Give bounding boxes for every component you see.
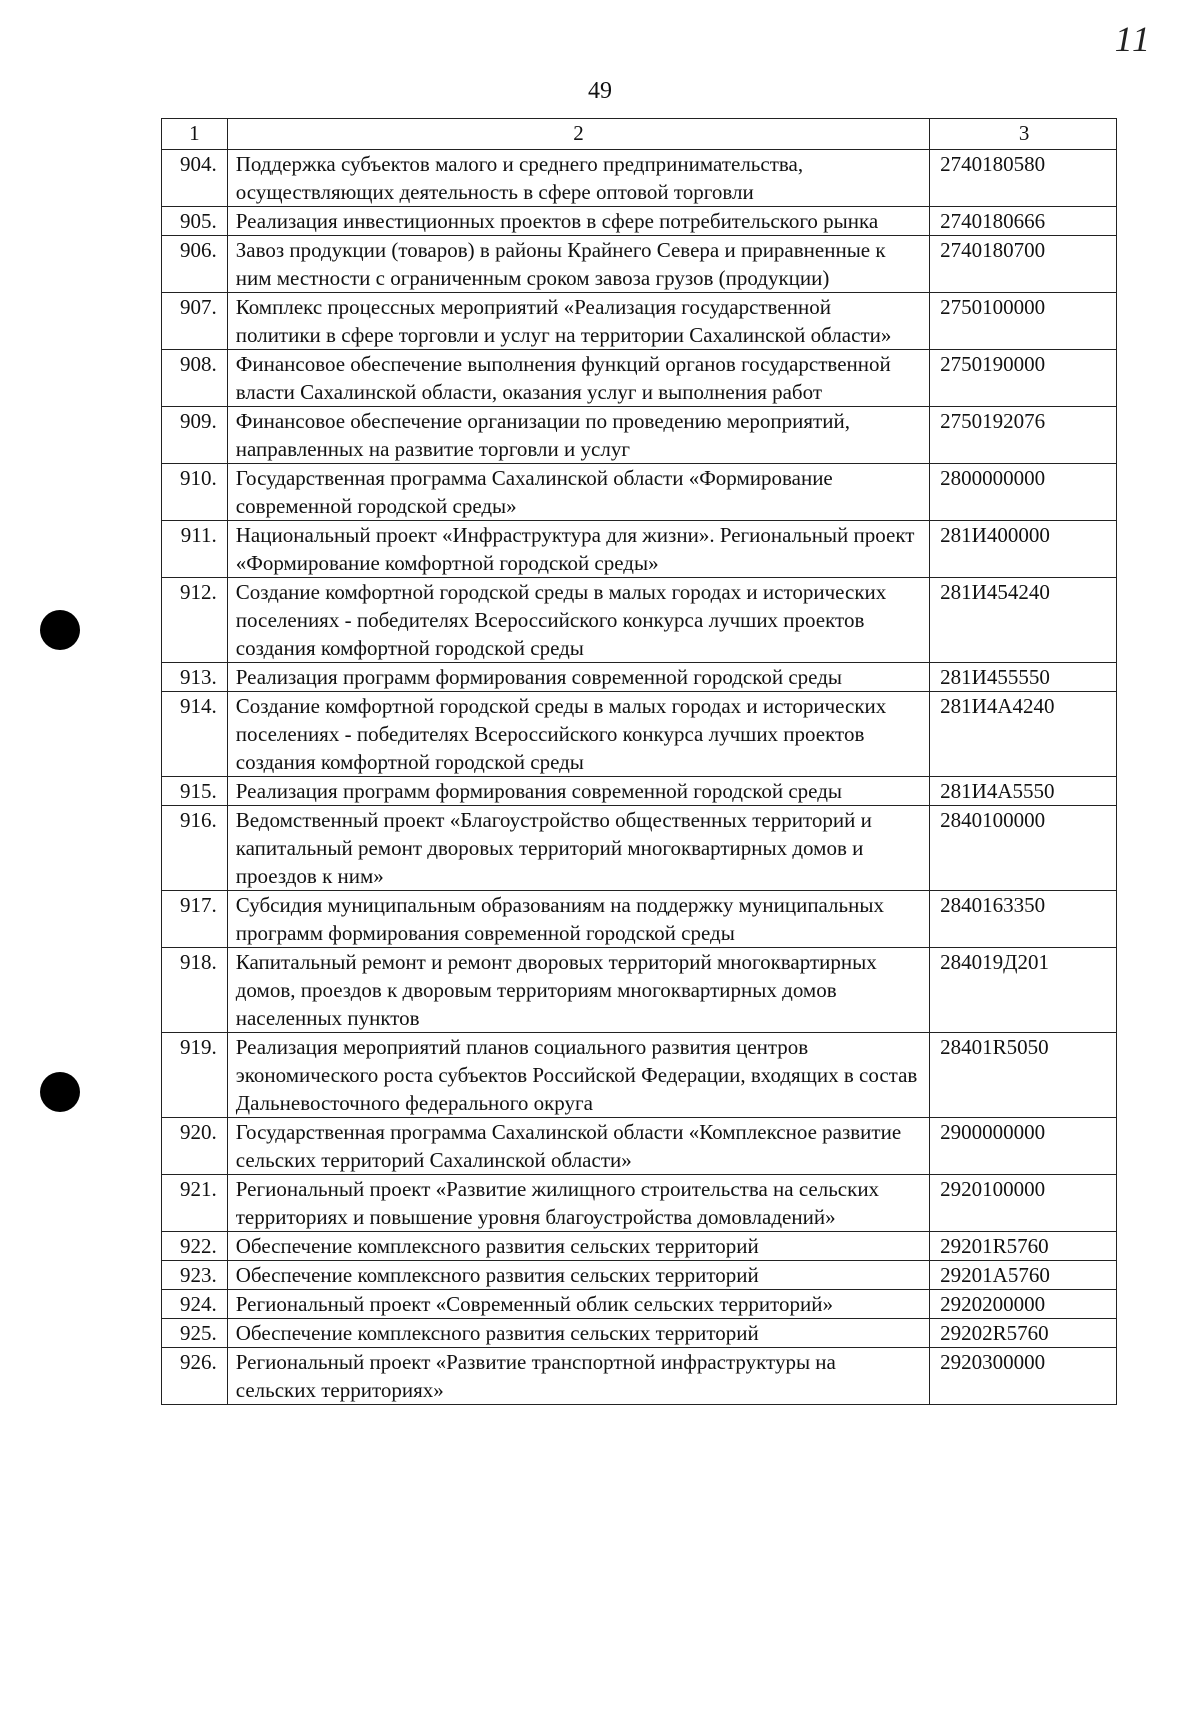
row-code: 2740180700 <box>930 236 1117 293</box>
row-code: 28401R5050 <box>930 1033 1117 1118</box>
handwritten-page-mark: 11 <box>1114 19 1152 59</box>
row-number: 914. <box>162 692 228 777</box>
row-number: 925. <box>162 1319 228 1348</box>
row-name: Ведомственный проект «Благоустройство общественных территорий и капитальный ремонт дворовых территорий многоквартирных домов и проездов к ним» <box>227 806 929 891</box>
row-number: 913. <box>162 663 228 692</box>
row-code: 2920100000 <box>930 1175 1117 1232</box>
row-name: Обеспечение комплексного развития сельских территорий <box>227 1232 929 1261</box>
row-number: 912. <box>162 578 228 663</box>
row-code: 2800000000 <box>930 464 1117 521</box>
row-code: 2750192076 <box>930 407 1117 464</box>
punch-hole-top <box>40 610 80 650</box>
table-row <box>162 1261 1117 1290</box>
header-col-1: 1 <box>162 119 228 150</box>
row-name: Обеспечение комплексного развития сельских территорий <box>227 1261 929 1290</box>
row-name: Государственная программа Сахалинской области «Комплексное развитие сельских территорий Сахалинской области» <box>227 1118 929 1175</box>
row-name: Субсидия муниципальным образованиям на поддержку муниципальных программ формирования современной городской среды <box>227 891 929 948</box>
row-number: 906. <box>162 236 228 293</box>
row-name: Завоз продукции (товаров) в районы Крайнего Севера и приравненные к ним местности с ограниченным сроком завоза грузов (продукции) <box>227 236 929 293</box>
row-number: 924. <box>162 1290 228 1319</box>
row-code: 2740180580 <box>930 150 1117 207</box>
row-code: 281И4А4240 <box>930 692 1117 777</box>
row-number: 920. <box>162 1118 228 1175</box>
table-row <box>162 806 1117 891</box>
row-name: Реализация инвестиционных проектов в сфере потребительского рынка <box>227 207 929 236</box>
row-name: Капитальный ремонт и ремонт дворовых территорий многоквартирных домов, проездов к дворовым территориям многоквартирных домов населенных пунктов <box>227 948 929 1033</box>
row-name: Реализация мероприятий планов социального развития центров экономического роста субъектов Российской Федерации, входящих в состав Дальневосточного федерального округа <box>227 1033 929 1118</box>
table-row <box>162 777 1117 806</box>
row-code: 2920200000 <box>930 1290 1117 1319</box>
table-row <box>162 407 1117 464</box>
row-number: 922. <box>162 1232 228 1261</box>
table-row <box>162 1290 1117 1319</box>
row-name: Поддержка субъектов малого и среднего предпринимательства, осуществляющих деятельность в сфере оптовой торговли <box>227 150 929 207</box>
row-code: 2840100000 <box>930 806 1117 891</box>
row-code: 281И4А5550 <box>930 777 1117 806</box>
row-name: Национальный проект «Инфраструктура для жизни». Региональный проект «Формирование комфортной городской среды» <box>227 521 929 578</box>
header-col-2: 2 <box>227 119 929 150</box>
table-row <box>162 293 1117 350</box>
table-row <box>162 1175 1117 1232</box>
row-code: 281И454240 <box>930 578 1117 663</box>
row-number: 911. <box>162 521 228 578</box>
row-number: 919. <box>162 1033 228 1118</box>
row-name: Финансовое обеспечение организации по проведению мероприятий, направленных на развитие торговли и услуг <box>227 407 929 464</box>
row-number: 908. <box>162 350 228 407</box>
row-number: 917. <box>162 891 228 948</box>
table-row <box>162 578 1117 663</box>
row-name: Государственная программа Сахалинской области «Формирование современной городской среды» <box>227 464 929 521</box>
table-row <box>162 692 1117 777</box>
row-code: 2750100000 <box>930 293 1117 350</box>
row-number: 910. <box>162 464 228 521</box>
table-row <box>162 1232 1117 1261</box>
row-name: Комплекс процессных мероприятий «Реализация государственной политики в сфере торговли и услуг на территории Сахалинской области» <box>227 293 929 350</box>
table-row <box>162 891 1117 948</box>
row-name: Региональный проект «Развитие транспортной инфраструктуры на сельских территориях» <box>227 1348 929 1405</box>
row-number: 923. <box>162 1261 228 1290</box>
row-code: 29202R5760 <box>930 1319 1117 1348</box>
table-row <box>162 207 1117 236</box>
row-code: 281И400000 <box>930 521 1117 578</box>
row-code: 2840163350 <box>930 891 1117 948</box>
row-number: 909. <box>162 407 228 464</box>
row-name: Создание комфортной городской среды в малых городах и исторических поселениях - победителях Всероссийского конкурса лучших проектов создания комфортной городской среды <box>227 692 929 777</box>
table-row <box>162 464 1117 521</box>
row-name: Финансовое обеспечение выполнения функций органов государственной власти Сахалинской области, оказания услуг и выполнения работ <box>227 350 929 407</box>
row-code: 2750190000 <box>930 350 1117 407</box>
table-row <box>162 1348 1117 1405</box>
row-name: Реализация программ формирования современной городской среды <box>227 777 929 806</box>
row-code: 29201А5760 <box>930 1261 1117 1290</box>
row-name: Региональный проект «Современный облик сельских территорий» <box>227 1290 929 1319</box>
table-row <box>162 663 1117 692</box>
page-number: 49 <box>588 78 612 104</box>
row-code: 2920300000 <box>930 1348 1117 1405</box>
table-row <box>162 1319 1117 1348</box>
table-row <box>162 350 1117 407</box>
table-header-row <box>162 119 1117 150</box>
row-code: 281И455550 <box>930 663 1117 692</box>
row-number: 915. <box>162 777 228 806</box>
table-row <box>162 1033 1117 1118</box>
row-number: 916. <box>162 806 228 891</box>
row-name: Региональный проект «Развитие жилищного строительства на сельских территориях и повышение уровня благоустройства домовладений» <box>227 1175 929 1232</box>
table-row <box>162 150 1117 207</box>
table-row <box>162 236 1117 293</box>
row-code: 29201R5760 <box>930 1232 1117 1261</box>
table-row <box>162 1118 1117 1175</box>
row-number: 904. <box>162 150 228 207</box>
row-number: 905. <box>162 207 228 236</box>
row-code: 2900000000 <box>930 1118 1117 1175</box>
row-number: 918. <box>162 948 228 1033</box>
row-name: Создание комфортной городской среды в малых городах и исторических поселениях - победителях Всероссийского конкурса лучших проектов создания комфортной городской среды <box>227 578 929 663</box>
table-row <box>162 521 1117 578</box>
table-row <box>162 948 1117 1033</box>
row-number: 921. <box>162 1175 228 1232</box>
budget-classification-table <box>161 118 1117 1405</box>
header-col-3: 3 <box>930 119 1117 150</box>
row-code: 284019Д201 <box>930 948 1117 1033</box>
row-name: Реализация программ формирования современной городской среды <box>227 663 929 692</box>
row-number: 907. <box>162 293 228 350</box>
row-number: 926. <box>162 1348 228 1405</box>
punch-hole-bottom <box>40 1072 80 1112</box>
row-code: 2740180666 <box>930 207 1117 236</box>
row-name: Обеспечение комплексного развития сельских территорий <box>227 1319 929 1348</box>
